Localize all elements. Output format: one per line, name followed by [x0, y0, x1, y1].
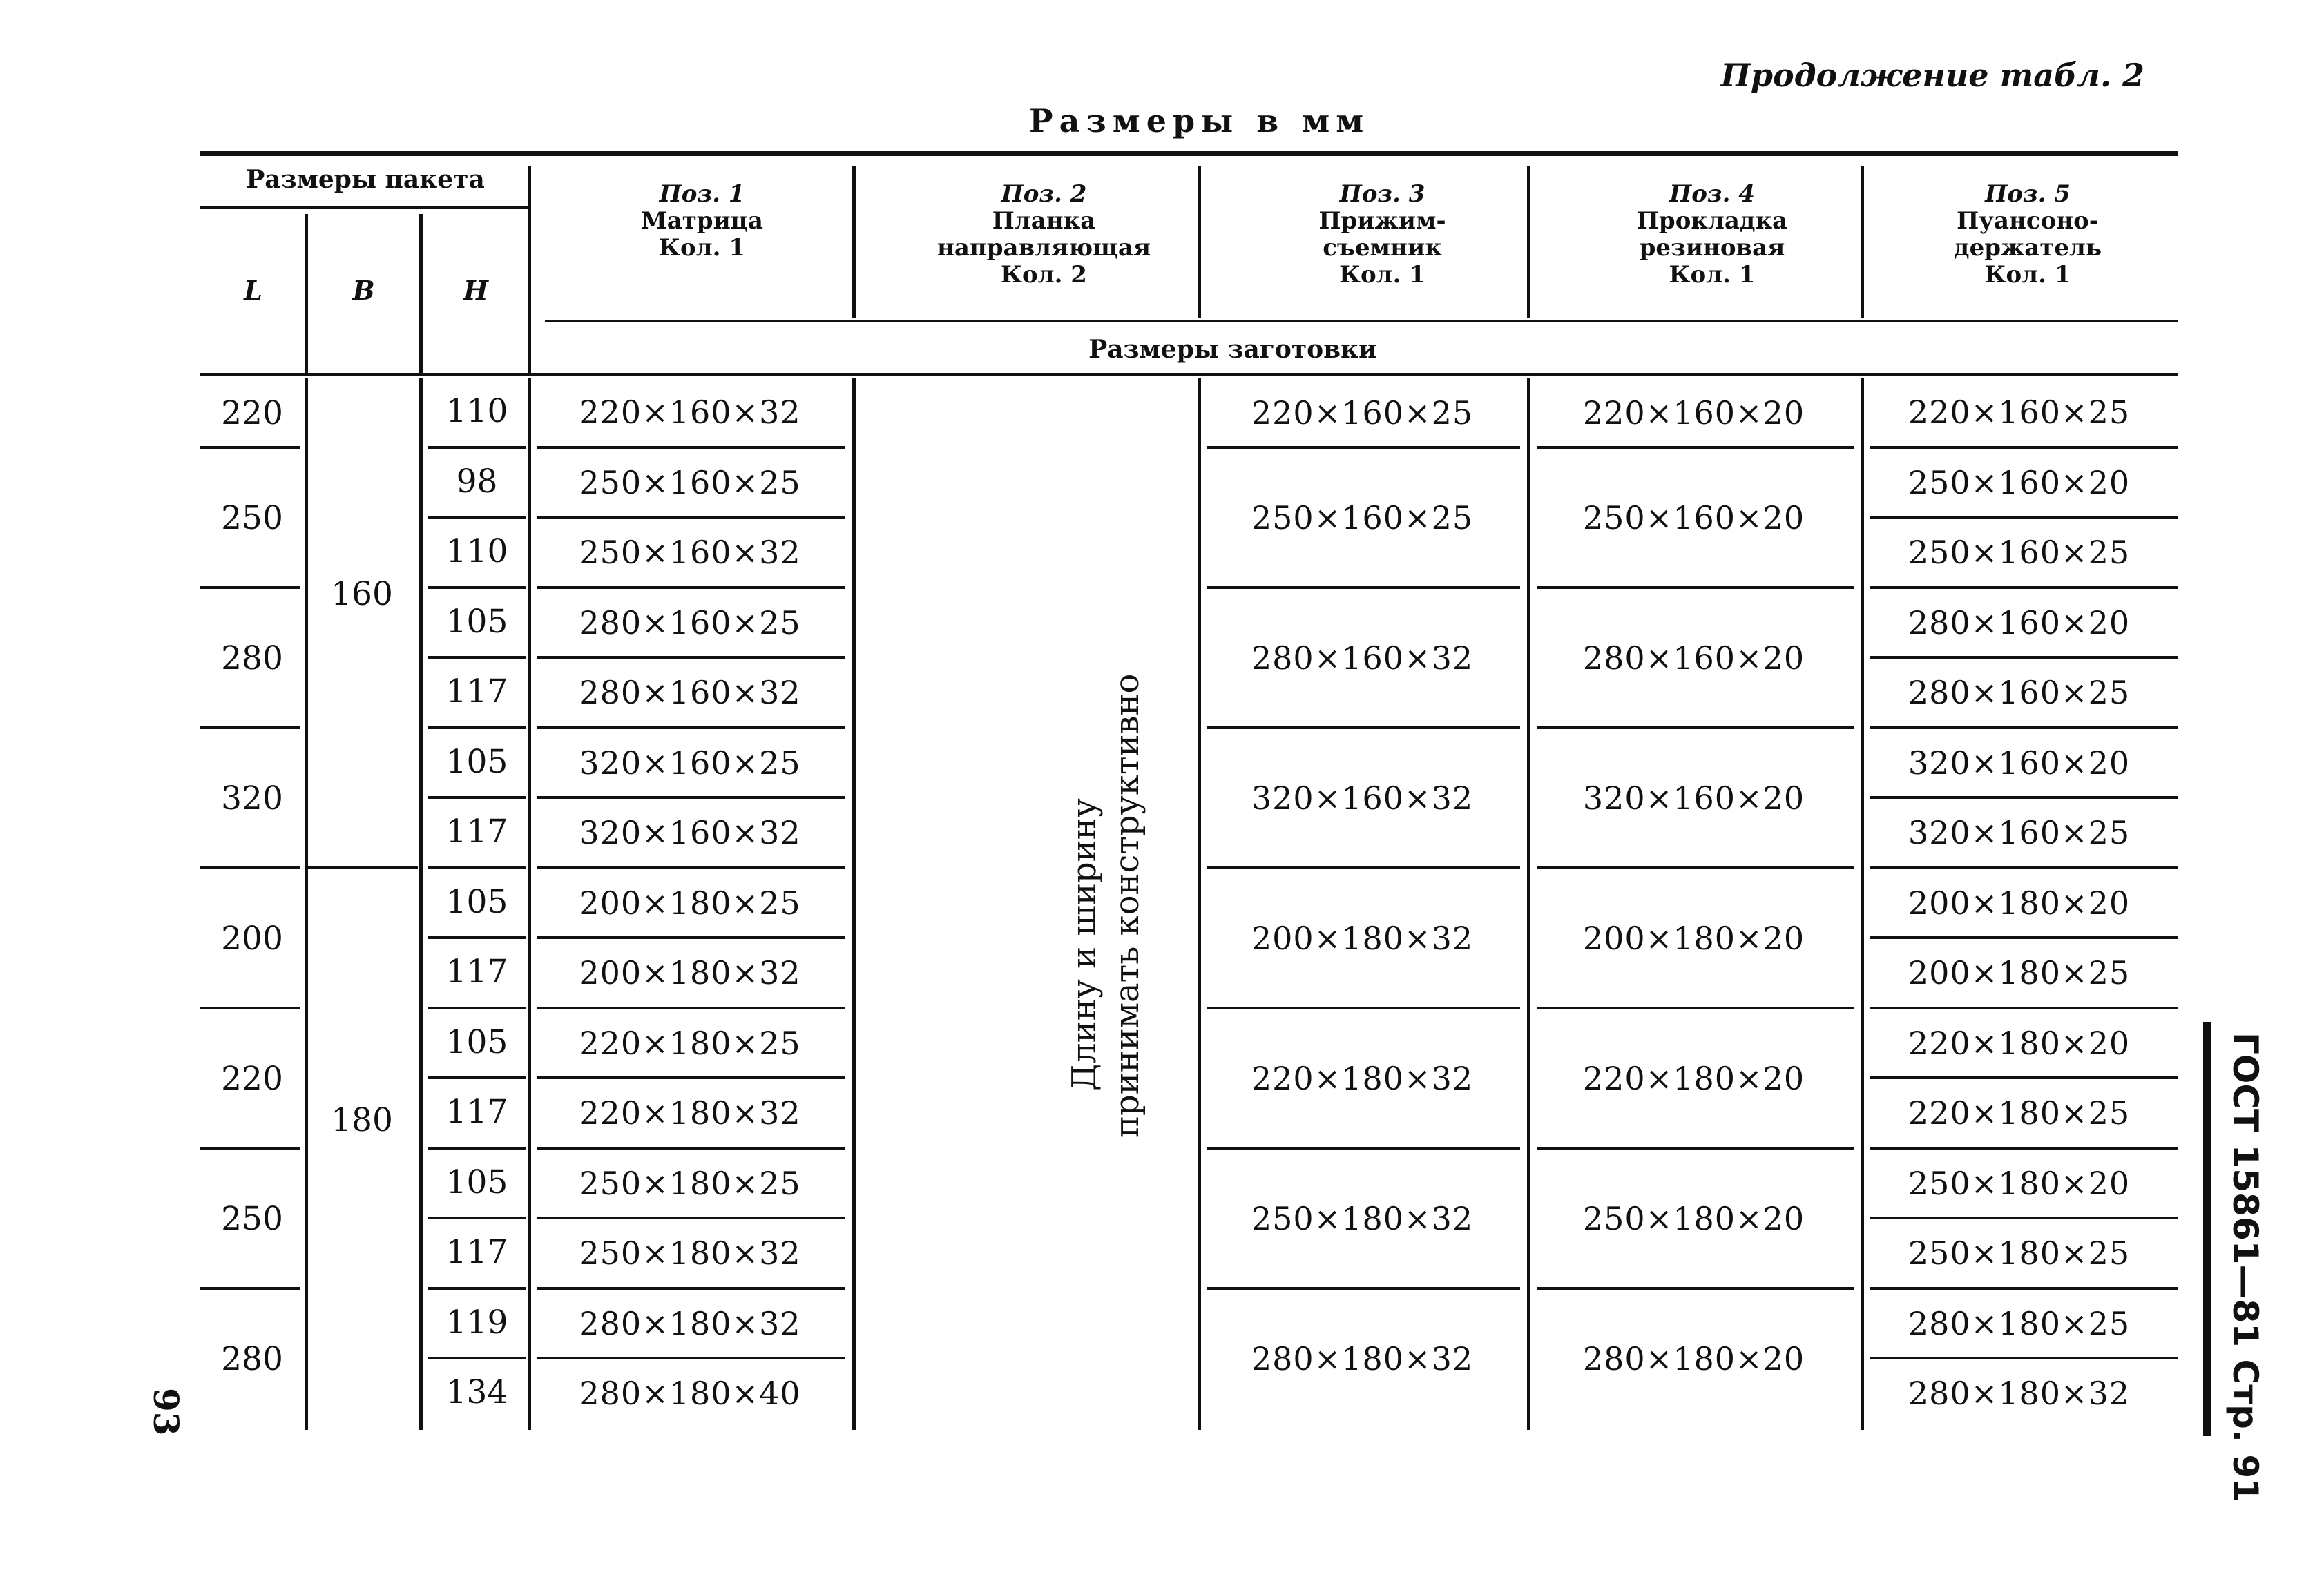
cell-pos4: 220×180×20 [1582, 1060, 1805, 1097]
cell-pos5: 200×180×25 [1908, 954, 2131, 991]
row-rule [428, 1357, 526, 1359]
units-caption: Размеры в мм [1029, 102, 1370, 139]
cell-pos3: 220×160×25 [1251, 394, 1474, 432]
row-rule [1870, 796, 2178, 799]
cell-pos5: 250×160×20 [1908, 463, 2131, 501]
cell-pos1: 220×180×32 [579, 1094, 801, 1132]
cell-pos4: 280×160×20 [1582, 639, 1805, 677]
row-rule [428, 1217, 526, 1219]
cell-pos1: 320×160×32 [579, 814, 801, 851]
cell-pos5: 280×180×25 [1908, 1304, 2131, 1342]
pos2-number: Поз. 2 [1001, 180, 1087, 208]
pos5-qty: Кол. 1 [1984, 261, 2071, 289]
pos4-header [1546, 181, 1878, 289]
cell-pos5: 250×180×20 [1908, 1164, 2131, 1202]
row-rule [1870, 1007, 2178, 1009]
pos2-name-line2: направляющая [937, 234, 1151, 262]
pos3-header [1218, 181, 1546, 289]
row-rule [537, 446, 845, 449]
row-rule [428, 1287, 526, 1290]
row-rule [428, 586, 526, 589]
group-rule [200, 1147, 300, 1150]
cell-pos1: 280×180×40 [579, 1375, 801, 1412]
cell-pos1: 200×180×25 [579, 884, 801, 922]
row-rule [1870, 656, 2178, 659]
pos3-name-line1: Прижим- [1318, 207, 1446, 235]
group-rule [1537, 866, 1854, 869]
cell-H: 105 [445, 742, 508, 781]
cell-L: 280 [221, 639, 283, 677]
group-rule [1537, 1147, 1854, 1150]
cell-L: 280 [221, 1340, 283, 1378]
standard-mark: ГОСТ 15861—81 Стр. 91 [2225, 1032, 2265, 1502]
row-rule [537, 1076, 845, 1079]
cell-H: 117 [445, 813, 508, 851]
row-rule [537, 1217, 845, 1219]
dimensions-table [200, 151, 2178, 1442]
cell-H: 117 [445, 1233, 508, 1271]
cell-pos5: 250×160×25 [1908, 534, 2131, 571]
row-rule [537, 1007, 845, 1009]
pos3-number: Поз. 3 [1339, 180, 1425, 208]
row-rule [1870, 936, 2178, 939]
pos4-name-line2: резиновая [1639, 234, 1785, 262]
column-divider [1198, 378, 1201, 1430]
row-rule [428, 1076, 526, 1079]
cell-pos3: 250×160×25 [1251, 499, 1474, 536]
row-rule [428, 1147, 526, 1150]
header-divider [528, 166, 531, 373]
pos4-number: Поз. 4 [1669, 180, 1755, 208]
row-rule [1870, 586, 2178, 589]
side-rule [2203, 1022, 2211, 1436]
column-divider [305, 378, 308, 1430]
cell-H: 98 [456, 462, 498, 501]
cell-L: 250 [221, 1200, 283, 1238]
cell-pos3: 220×180×32 [1251, 1060, 1474, 1097]
param-H: H [463, 275, 488, 306]
cell-pos4: 280×180×20 [1582, 1340, 1805, 1377]
group-rule [1207, 446, 1520, 449]
cell-H: 105 [445, 882, 508, 921]
row-rule [428, 516, 526, 519]
cell-pos4: 250×180×20 [1582, 1200, 1805, 1237]
blank-sizes-top-rule [545, 320, 2178, 322]
pos2-name-line1: Планка [992, 207, 1096, 235]
pos1-qty: Кол. 1 [659, 234, 745, 262]
group-rule [1537, 446, 1854, 449]
row-rule [428, 726, 526, 729]
row-rule [537, 936, 845, 939]
cell-B: 160 [331, 575, 393, 614]
row-rule [428, 1007, 526, 1009]
cell-pos3: 280×160×32 [1251, 639, 1474, 677]
row-rule [1870, 1287, 2178, 1290]
pos1-name: Матрица [641, 207, 763, 235]
pos3-qty: Кол. 1 [1339, 261, 1425, 289]
row-rule [428, 936, 526, 939]
header-divider [305, 214, 308, 373]
row-rule [537, 796, 845, 799]
cell-pos3: 200×180×32 [1251, 920, 1474, 957]
cell-pos5: 250×180×25 [1908, 1234, 2131, 1272]
cell-pos5: 200×180×20 [1908, 884, 2131, 922]
row-rule [1870, 516, 2178, 519]
cell-H: 134 [445, 1373, 508, 1411]
cell-L: 200 [221, 920, 283, 958]
cell-pos1: 250×180×32 [579, 1234, 801, 1272]
cell-pos3: 280×180×32 [1251, 1340, 1474, 1377]
header-bottom-rule [200, 373, 2178, 376]
group-rule [200, 1007, 300, 1009]
group-rule [1537, 1007, 1854, 1009]
row-rule [537, 726, 845, 729]
pos5-name-line2: держатель [1953, 234, 2102, 262]
cell-pos1: 320×160×25 [579, 744, 801, 782]
group-rule [1207, 1287, 1520, 1290]
group-rule [1207, 1147, 1520, 1150]
cell-pos4: 200×180×20 [1582, 920, 1805, 957]
cell-pos1: 200×180×32 [579, 954, 801, 991]
cell-H: 105 [445, 1163, 508, 1201]
pos5-number: Поз. 5 [1985, 180, 2071, 208]
group-rule [200, 1287, 300, 1290]
pos1-number: Поз. 1 [659, 180, 745, 208]
cell-pos1: 220×180×25 [579, 1024, 801, 1062]
cell-pos5: 320×160×25 [1908, 814, 2131, 851]
row-rule [537, 586, 845, 589]
cell-pos5: 220×180×20 [1908, 1024, 2131, 1062]
pos4-qty: Кол. 1 [1669, 261, 1756, 289]
cell-pos1: 280×160×32 [579, 674, 801, 711]
cell-pos1: 220×160×32 [579, 394, 801, 431]
row-rule [537, 1147, 845, 1150]
row-rule [428, 656, 526, 659]
cell-H: 110 [445, 532, 508, 570]
cell-pos1: 250×160×32 [579, 534, 801, 571]
header-divider [1527, 166, 1530, 318]
param-B: B [352, 275, 375, 306]
cell-H: 117 [445, 672, 508, 710]
row-rule [1870, 1217, 2178, 1219]
cell-pos4: 250×160×20 [1582, 499, 1805, 536]
pos2-qty: Кол. 2 [1001, 261, 1087, 289]
page-number: 93 [146, 1388, 186, 1436]
group-rule [1207, 586, 1520, 589]
cell-pos1: 280×180×32 [579, 1304, 801, 1342]
cell-pos5: 280×160×20 [1908, 603, 2131, 641]
cell-pos1: 250×160×25 [579, 463, 801, 501]
cell-L: 220 [221, 394, 283, 432]
cell-H: 117 [445, 1093, 508, 1131]
row-rule [1870, 726, 2178, 729]
group-rule [1537, 1287, 1854, 1290]
group-rule [1207, 726, 1520, 729]
cell-pos5: 280×180×32 [1908, 1375, 2131, 1412]
pos2-note [1063, 673, 1160, 1138]
header-divider [852, 166, 856, 318]
cell-pos3: 250×180×32 [1251, 1200, 1474, 1237]
cell-L: 320 [221, 780, 283, 817]
cell-H: 105 [445, 1023, 508, 1061]
column-divider [528, 378, 531, 1430]
cell-H: 117 [445, 953, 508, 991]
row-rule [200, 446, 296, 449]
header-divider [419, 214, 423, 373]
pos3-name-line2: съемник [1323, 234, 1442, 262]
pos5-name-line1: Пуансоно- [1957, 207, 2099, 235]
group-rule [1207, 866, 1520, 869]
row-rule [537, 656, 845, 659]
column-divider [1527, 378, 1530, 1430]
group-rule [307, 866, 418, 869]
row-rule [537, 516, 845, 519]
row-rule [1870, 866, 2178, 869]
cell-pos5: 280×160×25 [1908, 674, 2131, 711]
row-rule [1870, 446, 2178, 449]
param-L: L [244, 275, 262, 306]
cell-B: 180 [331, 1101, 393, 1139]
cell-L: 250 [221, 499, 283, 537]
pos2-note-line2: принимать конструктивно [1108, 673, 1147, 1138]
group-rule [1537, 586, 1854, 589]
row-rule [428, 866, 526, 869]
cell-pos3: 320×160×32 [1251, 780, 1474, 817]
group-rule [200, 726, 300, 729]
row-rule [1870, 1076, 2178, 1079]
cell-pos5: 220×180×25 [1908, 1094, 2131, 1132]
group-rule [1537, 726, 1854, 729]
cell-pos1: 250×180×25 [579, 1164, 801, 1202]
pos5-header [1878, 181, 2178, 289]
row-rule [428, 446, 526, 449]
header-divider [1198, 166, 1201, 318]
cell-pos4: 220×160×20 [1582, 394, 1805, 432]
header-divider [1861, 166, 1864, 318]
cell-pos5: 320×160×20 [1908, 744, 2131, 782]
cell-pos5: 220×160×25 [1908, 394, 2131, 431]
cell-pos4: 320×160×20 [1582, 780, 1805, 817]
row-rule [1870, 1357, 2178, 1359]
cell-H: 105 [445, 602, 508, 641]
package-group-label: Размеры пакета [246, 165, 485, 194]
cell-pos1: 280×160×25 [579, 603, 801, 641]
pos2-header [870, 181, 1218, 289]
row-rule [1870, 1147, 2178, 1150]
row-rule [537, 866, 845, 869]
package-group-rule [200, 206, 531, 209]
group-rule [1207, 1007, 1520, 1009]
column-divider [852, 378, 856, 1430]
group-rule [200, 866, 300, 869]
table-top-rule [200, 151, 2178, 156]
row-rule [428, 796, 526, 799]
column-divider [1861, 378, 1864, 1430]
pos4-name-line1: Прокладка [1636, 207, 1788, 235]
cell-L: 220 [221, 1060, 283, 1098]
cell-H: 110 [445, 392, 508, 430]
cell-H: 119 [445, 1303, 508, 1342]
blank-sizes-label: Размеры заготовки [1088, 335, 1377, 364]
continuation-label: Продолжение табл. 2 [1720, 57, 2144, 94]
row-rule [537, 1287, 845, 1290]
pos1-header [535, 181, 870, 262]
column-divider [419, 378, 423, 1430]
row-rule [537, 1357, 845, 1359]
group-rule [200, 586, 300, 589]
pos2-note-line1: Длину и ширину [1065, 798, 1104, 1091]
